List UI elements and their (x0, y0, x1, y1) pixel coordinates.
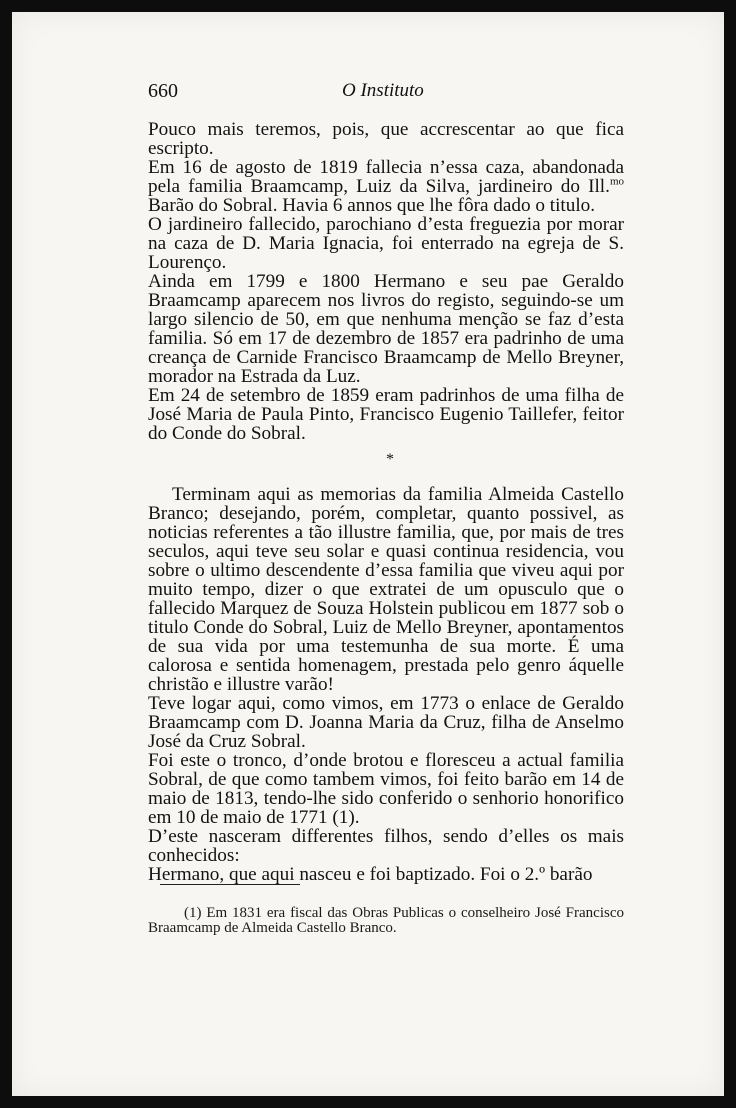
main-text (148, 120, 624, 884)
paragraph (148, 158, 624, 215)
paragraph: O jardineiro fallecido, parochiano d’esta freguezia por morar na caza de D. Maria Ignacia, foi enterrado na egreja de S. Lourenço. (148, 214, 624, 273)
paragraph: Em 24 de setembro de 1859 eram padrinhos de uma filha de José Maria de Paula Pinto, Francisco Eugenio Taillefer, feitor do Conde do Sobral. (148, 385, 624, 444)
paragraph-text: Barão do Sobral. Havia 6 annos que lhe fôra dado o titulo. (148, 195, 596, 216)
paragraph: Pouco mais teremos, pois, que accrescentar ao que fica escripto. (148, 119, 624, 159)
paragraph: Teve logar aqui, como vimos, em 1773 o enlace de Geraldo Braamcamp com D. Joanna Maria da Cruz, filha de Anselmo José da Cruz Sobral. (148, 693, 624, 752)
paragraph: Ainda em 1799 e 1800 Hermano e seu pae Geraldo Braamcamp aparecem nos livros do registo, seguindo-se um largo silencio de 50, em que nenhuma menção se faz d’esta familia. Só em 17 de dezembro de 1857 era padrinho de uma creança de Carnide Francisco Braamcamp de Mello Breyner, morador na Estrada da Luz. (148, 271, 624, 387)
section-break: * (386, 451, 394, 468)
paragraph-text: Em 16 de agosto de 1819 fallecia n’essa caza, abandonada pela familia Braamcamp, Luiz da Silva, jardineiro do Ill. (148, 157, 624, 197)
paragraph: Foi este o tronco, d’onde brotou e floresceu a actual familia Sobral, de que como tambem vimos, foi feito barão em 14 de maio de 1813, tendo-lhe sido conferido o senhorio honorifico em 10 de maio de 1771 (1). (148, 750, 624, 828)
footnote: (1) Em 1831 era fiscal das Obras Publicas o conselheiro José Francisco Braamcamp de Almeida Castello Branco. (148, 905, 624, 936)
paragraph: Hermano, que aqui nasceu e foi baptizado. Foi o 2.º barão (148, 864, 593, 885)
book-page (12, 12, 724, 1096)
page-number: 660 (148, 80, 178, 102)
paragraph: D’este nasceram differentes filhos, sendo d’elles os mais conhecidos: (148, 826, 624, 866)
paragraph: Terminam aqui as memorias da familia Almeida Castello Branco; desejando, porém, completar, quanto possivel, as noticias referentes a tão illustre familia, que, por mais de tres seculos, aqui teve seu solar e quasi continua residencia, vou sobre o ultimo descendente d’essa familia que viveu aqui por muito tempo, dizer o que extratei de um opusculo que o fallecido Marquez de Souza Holstein publicou em 1877 sob o titulo Conde do Sobral, Luiz de Mello Breyner, apontamentos de sua vida por uma testemunha de sua morte. É uma calorosa e sentida homenagem, prestada pelo genro áquelle christão e illustre varão! (148, 484, 624, 695)
footnote-divider (160, 884, 300, 885)
running-head (12, 78, 724, 104)
running-title: O Instituto (342, 80, 424, 101)
superscript: mo (609, 175, 624, 188)
